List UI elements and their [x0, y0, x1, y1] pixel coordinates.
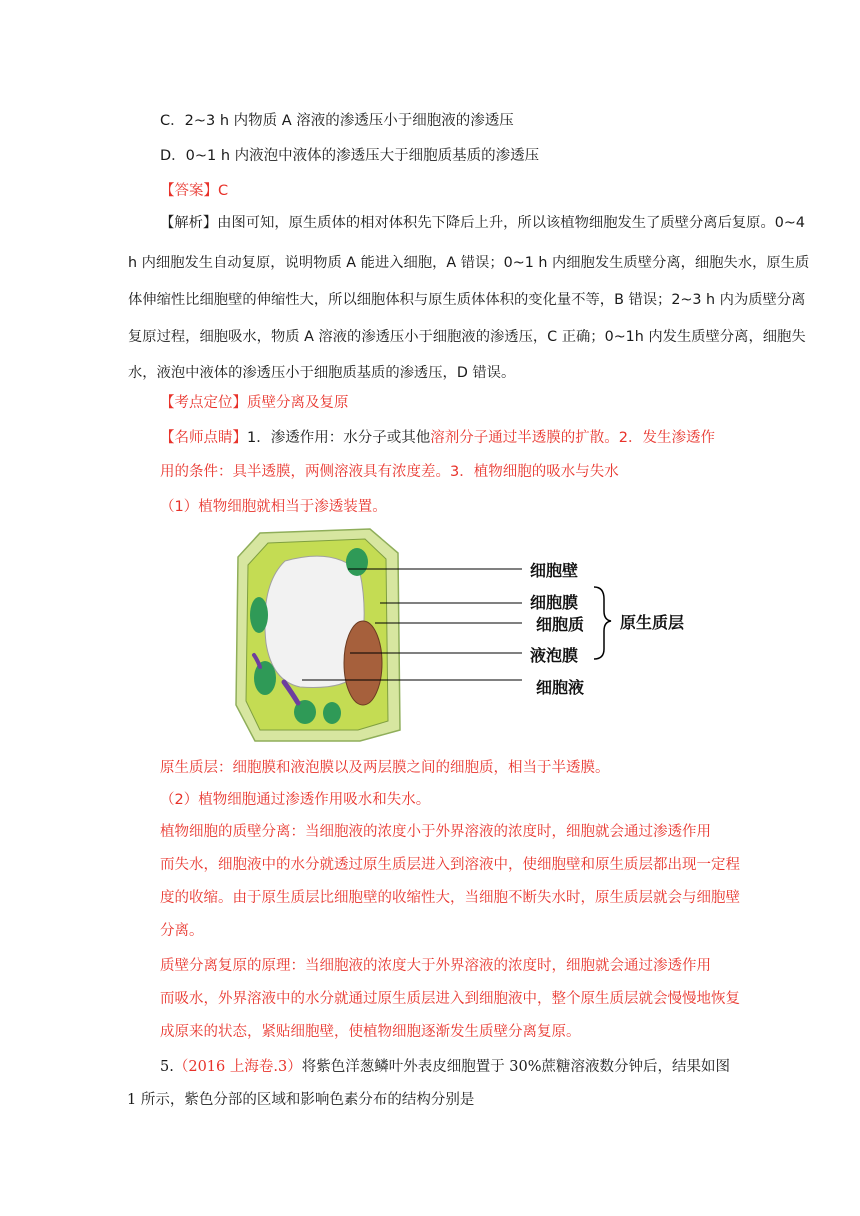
chloroplast — [250, 597, 268, 633]
kaodian-text: 质壁分离及复原 — [247, 395, 349, 411]
recovery-line: 而吸水，外界溶液中的水分就通过原生质层进入到细胞液中，整个原生质层就会慢慢地恢复 — [160, 991, 740, 1007]
option-d: D．0~1 h 内液泡中液体的渗透压大于细胞质基质的渗透压 — [160, 148, 540, 164]
question-text: 将紫色洋葱鳞叶外表皮细胞置于 30%蔗糖溶液数分钟后，结果如图 — [301, 1059, 731, 1075]
analysis-line: 水，液泡中液体的渗透压小于细胞质基质的渗透压，D 错误。 — [128, 365, 516, 381]
mingshi-label: 【名师点睛】 — [160, 430, 247, 446]
mingshi-line-1 — [160, 428, 715, 448]
plasmolysis-line: 植物细胞的质壁分离：当细胞液的浓度小于外界溶液的浓度时，细胞就会通过渗透作用 — [160, 824, 711, 840]
question-5-line-2: 1 所示，紫色分部的区域和影响色素分布的结构分别是 — [127, 1092, 475, 1108]
label-cytoplasm: 细胞质 — [536, 615, 585, 634]
nucleus — [344, 621, 382, 705]
question-number: 5. — [160, 1059, 174, 1075]
analysis-line: 【解析】由图可知，原生质体的相对体积先下降后上升，所以该植物细胞发生了质壁分离后复原。0~4 — [160, 215, 805, 231]
label-tonoplast: 液泡膜 — [530, 646, 579, 665]
label-cell-wall: 细胞壁 — [530, 561, 579, 580]
recovery-line: 成原来的状态，紧贴细胞壁，使植物细胞逐渐发生质壁分离复原。 — [160, 1024, 581, 1040]
answer-value: C — [218, 183, 229, 199]
brace — [594, 587, 611, 659]
chloroplast — [346, 548, 368, 576]
answer — [160, 181, 228, 201]
recovery-line: 质壁分离复原的原理：当细胞液的浓度大于外界溶液的浓度时，细胞就会通过渗透作用 — [160, 958, 711, 974]
kaodian-label: 【考点定位】 — [160, 395, 247, 411]
point-2: （2）植物细胞通过渗透作用吸水和失水。 — [160, 792, 431, 808]
plant-cell-figure — [230, 525, 710, 745]
analysis-line: 复原过程，细胞吸水，物质 A 溶液的渗透压小于细胞液的渗透压，C 正确；0~1h 内发生质壁分离，细胞失 — [128, 329, 806, 345]
recovery-paragraph — [160, 950, 740, 1049]
chloroplast — [254, 661, 276, 695]
label-protoplast-layer: 原生质层 — [620, 613, 685, 632]
protoplast-definition: 原生质层：细胞膜和液泡膜以及两层膜之间的细胞质，相当于半透膜。 — [160, 760, 610, 776]
plasmolysis-line: 而失水，细胞液中的水分就透过原生质层进入到溶液中，使细胞壁和原生质层都出现一定程 — [160, 857, 740, 873]
chloroplast — [323, 702, 341, 724]
option-c: C．2~3 h 内物质 A 溶液的渗透压小于细胞液的渗透压 — [160, 113, 514, 129]
question-source: （2016 上海卷.3） — [173, 1059, 302, 1075]
mingshi-text-a: 1．渗透作用：水分子或其他 — [247, 430, 431, 446]
plasmolysis-paragraph — [160, 816, 740, 948]
kaodian — [160, 393, 349, 413]
label-cell-membrane: 细胞膜 — [530, 593, 579, 612]
label-cell-sap: 细胞液 — [536, 678, 585, 697]
mingshi-line-2: 用的条件：具半透膜，两侧溶液具有浓度差。3．植物细胞的吸水与失水 — [160, 464, 619, 480]
analysis-line: h 内细胞发生自动复原，说明物质 A 能进入细胞，A 错误；0~1 h 内细胞发生质壁分离，细胞失水，原生质 — [128, 255, 810, 271]
answer-label: 【答案】 — [160, 183, 218, 199]
plant-cell-diagram — [230, 525, 710, 745]
mingshi-text-b: 溶剂分子通过半透膜的扩散。2．发生渗透作 — [430, 430, 715, 446]
plasmolysis-line: 度的收缩。由于原生质层比细胞壁的收缩性大，当细胞不断失水时，原生质层就会与细胞壁 — [160, 890, 740, 906]
question-5-line-1 — [160, 1057, 730, 1077]
analysis-line: 体伸缩性比细胞壁的伸缩性大，所以细胞体积与原生质体体积的变化量不等，B 错误；2~3 h 内为质壁分离 — [128, 292, 806, 308]
plasmolysis-line: 分离。 — [160, 923, 204, 939]
point-1: （1）植物细胞就相当于渗透装置。 — [160, 499, 387, 515]
